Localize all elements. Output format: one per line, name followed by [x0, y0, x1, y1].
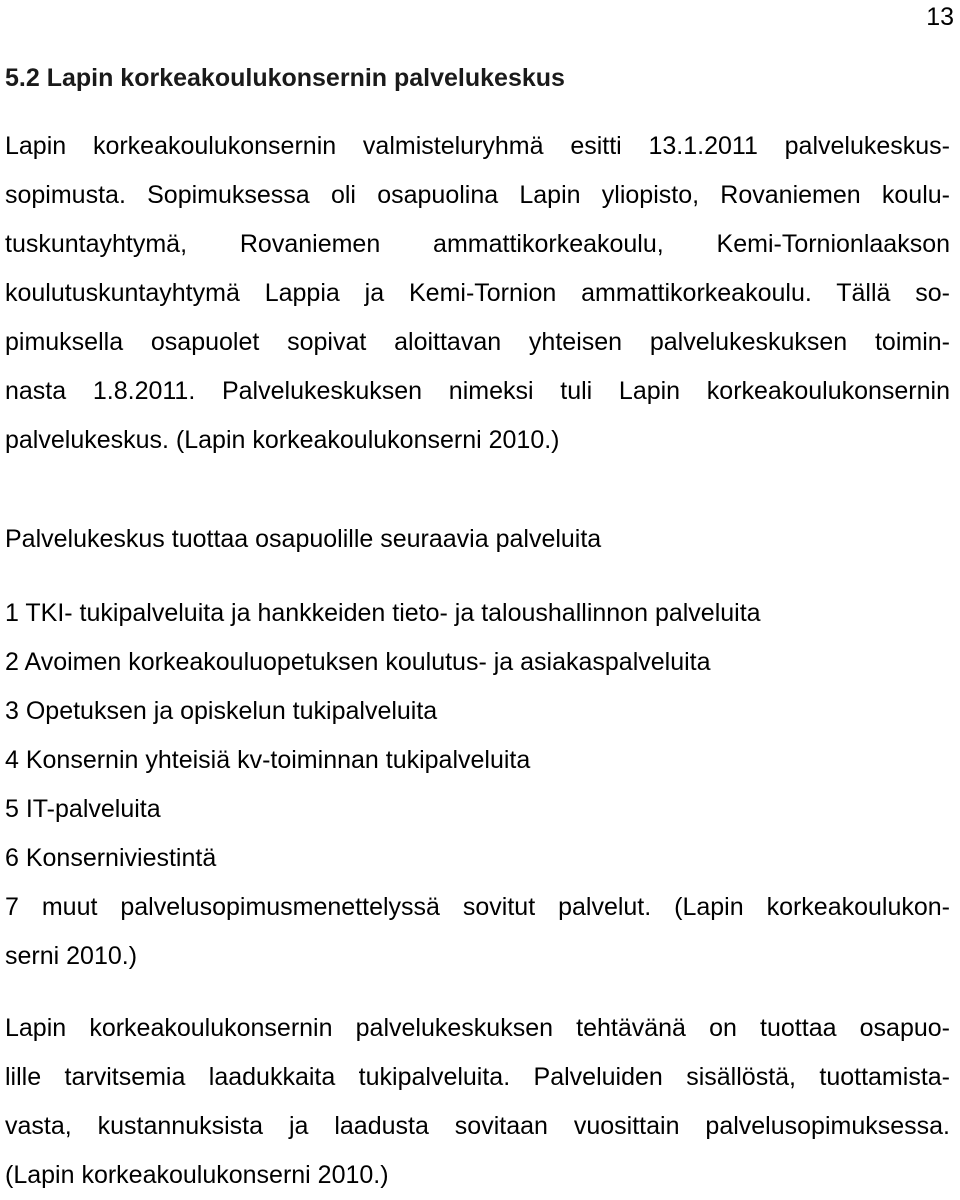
list-item: 1 TKI- tukipalveluita ja hankkeiden tieto- ja taloushallinnon palveluita: [5, 599, 761, 627]
list-item: 5 IT-palveluita: [5, 795, 161, 823]
paragraph-line: (Lapin korkeakoulukonserni 2010.): [5, 1161, 389, 1189]
list-item: 3 Opetuksen ja opiskelun tukipalveluita: [5, 697, 438, 725]
paragraph-line: tuskuntayhtymä, Rovaniemen ammattikorkeakoulu, Kemi-Tornionlaakson: [5, 230, 950, 258]
paragraph-line: Lapin korkeakoulukonsernin palvelukeskuksen tehtävänä on tuottaa osapuo-: [5, 1014, 950, 1042]
section-heading: 5.2 Lapin korkeakoulukonsernin palvelukeskus: [5, 64, 565, 92]
list-item: 7 muut palvelusopimusmenettelyssä sovitut palvelut. (Lapin korkeakoulukon-: [5, 893, 950, 921]
services-intro: Palvelukeskus tuottaa osapuolille seuraavia palveluita: [5, 525, 602, 553]
list-item: 2 Avoimen korkeakouluopetuksen koulutus- ja asiakaspalveluita: [5, 648, 711, 676]
page-number: 13: [926, 3, 954, 31]
paragraph-line: Lapin korkeakoulukonsernin valmisteluryhmä esitti 13.1.2011 palvelukeskus-: [5, 132, 950, 160]
paragraph-line: pimuksella osapuolet sopivat aloittavan yhteisen palvelukeskuksen toimin-: [5, 328, 950, 356]
paragraph-line: nasta 1.8.2011. Palvelukeskuksen nimeksi tuli Lapin korkeakoulukonsernin: [5, 377, 950, 405]
paragraph-summary: [5, 1004, 950, 1200]
services-list: [5, 589, 950, 981]
paragraph-line: vasta, kustannuksista ja laadusta sovitaan vuosittain palvelusopimuksessa.: [5, 1112, 950, 1140]
paragraph-line: lille tarvitsemia laadukkaita tukipalveluita. Palveluiden sisällöstä, tuottamista-: [5, 1063, 950, 1091]
paragraph-line: koulutuskuntayhtymä Lappia ja Kemi-Tornion ammattikorkeakoulu. Tällä so-: [5, 279, 950, 307]
list-item: 4 Konsernin yhteisiä kv-toiminnan tukipalveluita: [5, 746, 531, 774]
paragraph-line: sopimusta. Sopimuksessa oli osapuolina Lapin yliopisto, Rovaniemen koulu-: [5, 181, 950, 209]
list-item-continuation: serni 2010.): [5, 942, 138, 970]
list-item: 6 Konserniviestintä: [5, 844, 217, 872]
paragraph-line: palvelukeskus. (Lapin korkeakoulukonserni 2010.): [5, 426, 560, 454]
paragraph-intro: [5, 122, 950, 465]
